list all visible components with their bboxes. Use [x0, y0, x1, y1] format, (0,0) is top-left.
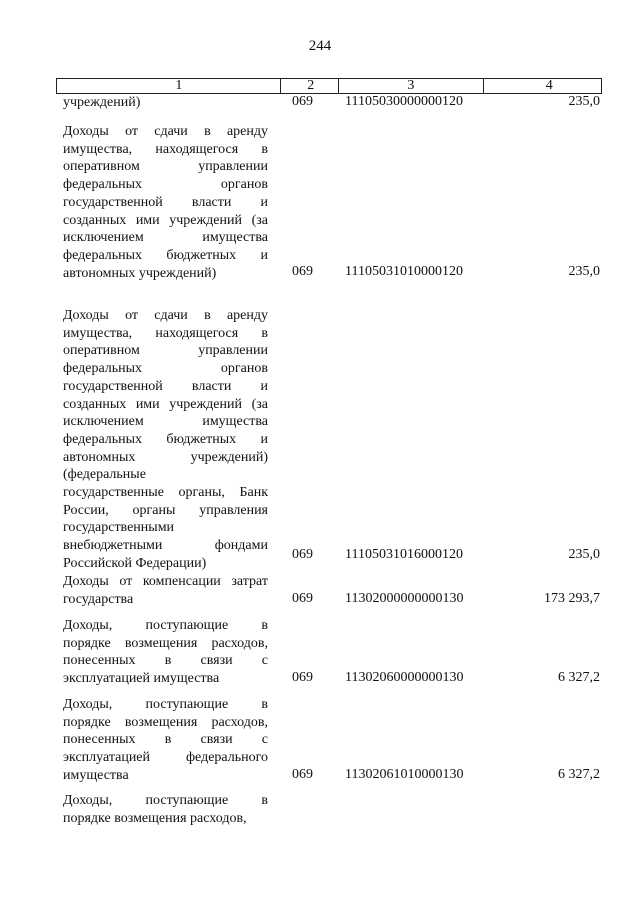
description-line: федеральных органов — [63, 177, 268, 193]
description-line: имущества — [63, 767, 129, 783]
description-line: Доходы от сдачи в аренду — [63, 124, 268, 139]
description-line: государственной власти и — [63, 194, 268, 210]
row-amount: 235,0 — [568, 94, 600, 109]
row-amount: 235,0 — [568, 547, 600, 562]
description-line: оперативном управлении — [63, 343, 268, 359]
description-line: государственными — [63, 520, 175, 536]
description-line: эксплуатацией имущества — [63, 671, 220, 687]
description-line: имущества, находящегося в — [63, 141, 268, 157]
description-line: государственной власти и — [63, 378, 268, 394]
row-code: 069 — [292, 670, 313, 685]
row-description — [63, 94, 268, 112]
description-line: созданных ими учреждений (за — [63, 396, 268, 412]
row-kbk: 11105030000000120 — [345, 94, 463, 109]
description-line: созданных ими учреждений (за — [63, 212, 268, 228]
description-line: Доходы от сдачи в аренду — [63, 308, 268, 323]
description-line: федеральных бюджетных и — [63, 247, 268, 263]
description-line: России, органы управления — [63, 502, 268, 518]
row-kbk: 11302061010000130 — [345, 767, 464, 782]
row-code: 069 — [292, 591, 313, 606]
description-line: Доходы, поступающие в — [63, 618, 268, 633]
row-description — [63, 307, 268, 573]
header-col-4: 4 — [545, 78, 553, 93]
description-line: порядке возмещения расходов, — [63, 810, 247, 826]
row-kbk: 11105031010000120 — [345, 264, 463, 279]
description-line: эксплуатацией федерального — [63, 750, 268, 766]
row-code: 069 — [292, 264, 313, 279]
header-col-2: 2 — [281, 79, 339, 93]
description-line: государства — [63, 591, 134, 607]
description-line: федеральных бюджетных и — [63, 431, 268, 447]
page-number: 244 — [308, 38, 332, 54]
row-amount: 173 293,7 — [544, 591, 600, 606]
description-line: понесенных в связи с — [63, 653, 268, 669]
row-description — [63, 617, 268, 688]
row-code: 069 — [292, 767, 313, 782]
description-line: Доходы от компенсации затрат — [63, 574, 268, 589]
description-line: исключением имущества — [63, 230, 268, 246]
description-line: автономных учреждений) — [63, 449, 268, 465]
description-line: порядке возмещения расходов, — [63, 635, 268, 651]
description-line: понесенных в связи с — [63, 732, 268, 748]
table-header — [56, 78, 602, 94]
row-amount: 6 327,2 — [558, 670, 600, 685]
description-line: Доходы, поступающие в — [63, 697, 268, 712]
row-description — [63, 696, 268, 785]
row-description — [63, 573, 268, 608]
row-description — [63, 792, 268, 827]
row-description — [63, 123, 268, 282]
description-line: (федеральные — [63, 467, 146, 483]
description-line: автономных учреждений) — [63, 265, 217, 281]
row-amount: 235,0 — [568, 264, 600, 279]
description-line: внебюджетными фондами — [63, 538, 268, 554]
header-col-1: 1 — [57, 79, 281, 93]
row-code: 069 — [292, 94, 313, 109]
description-line: Доходы, поступающие в — [63, 793, 268, 808]
description-line: имущества, находящегося в — [63, 325, 268, 341]
description-line: Российской Федерации) — [63, 555, 207, 571]
description-line: оперативном управлении — [63, 159, 268, 175]
row-kbk: 11105031016000120 — [345, 547, 463, 562]
row-amount: 6 327,2 — [558, 767, 600, 782]
description-line: федеральных органов — [63, 361, 268, 377]
description-line: государственные органы, Банк — [63, 485, 268, 501]
row-kbk: 11302060000000130 — [345, 670, 464, 685]
header-col-3: 3 — [339, 79, 483, 93]
row-kbk: 11302000000000130 — [345, 591, 464, 606]
description-line: учреждений) — [63, 95, 141, 110]
description-line: порядке возмещения расходов, — [63, 714, 268, 730]
row-code: 069 — [292, 547, 313, 562]
description-line: исключением имущества — [63, 414, 268, 430]
